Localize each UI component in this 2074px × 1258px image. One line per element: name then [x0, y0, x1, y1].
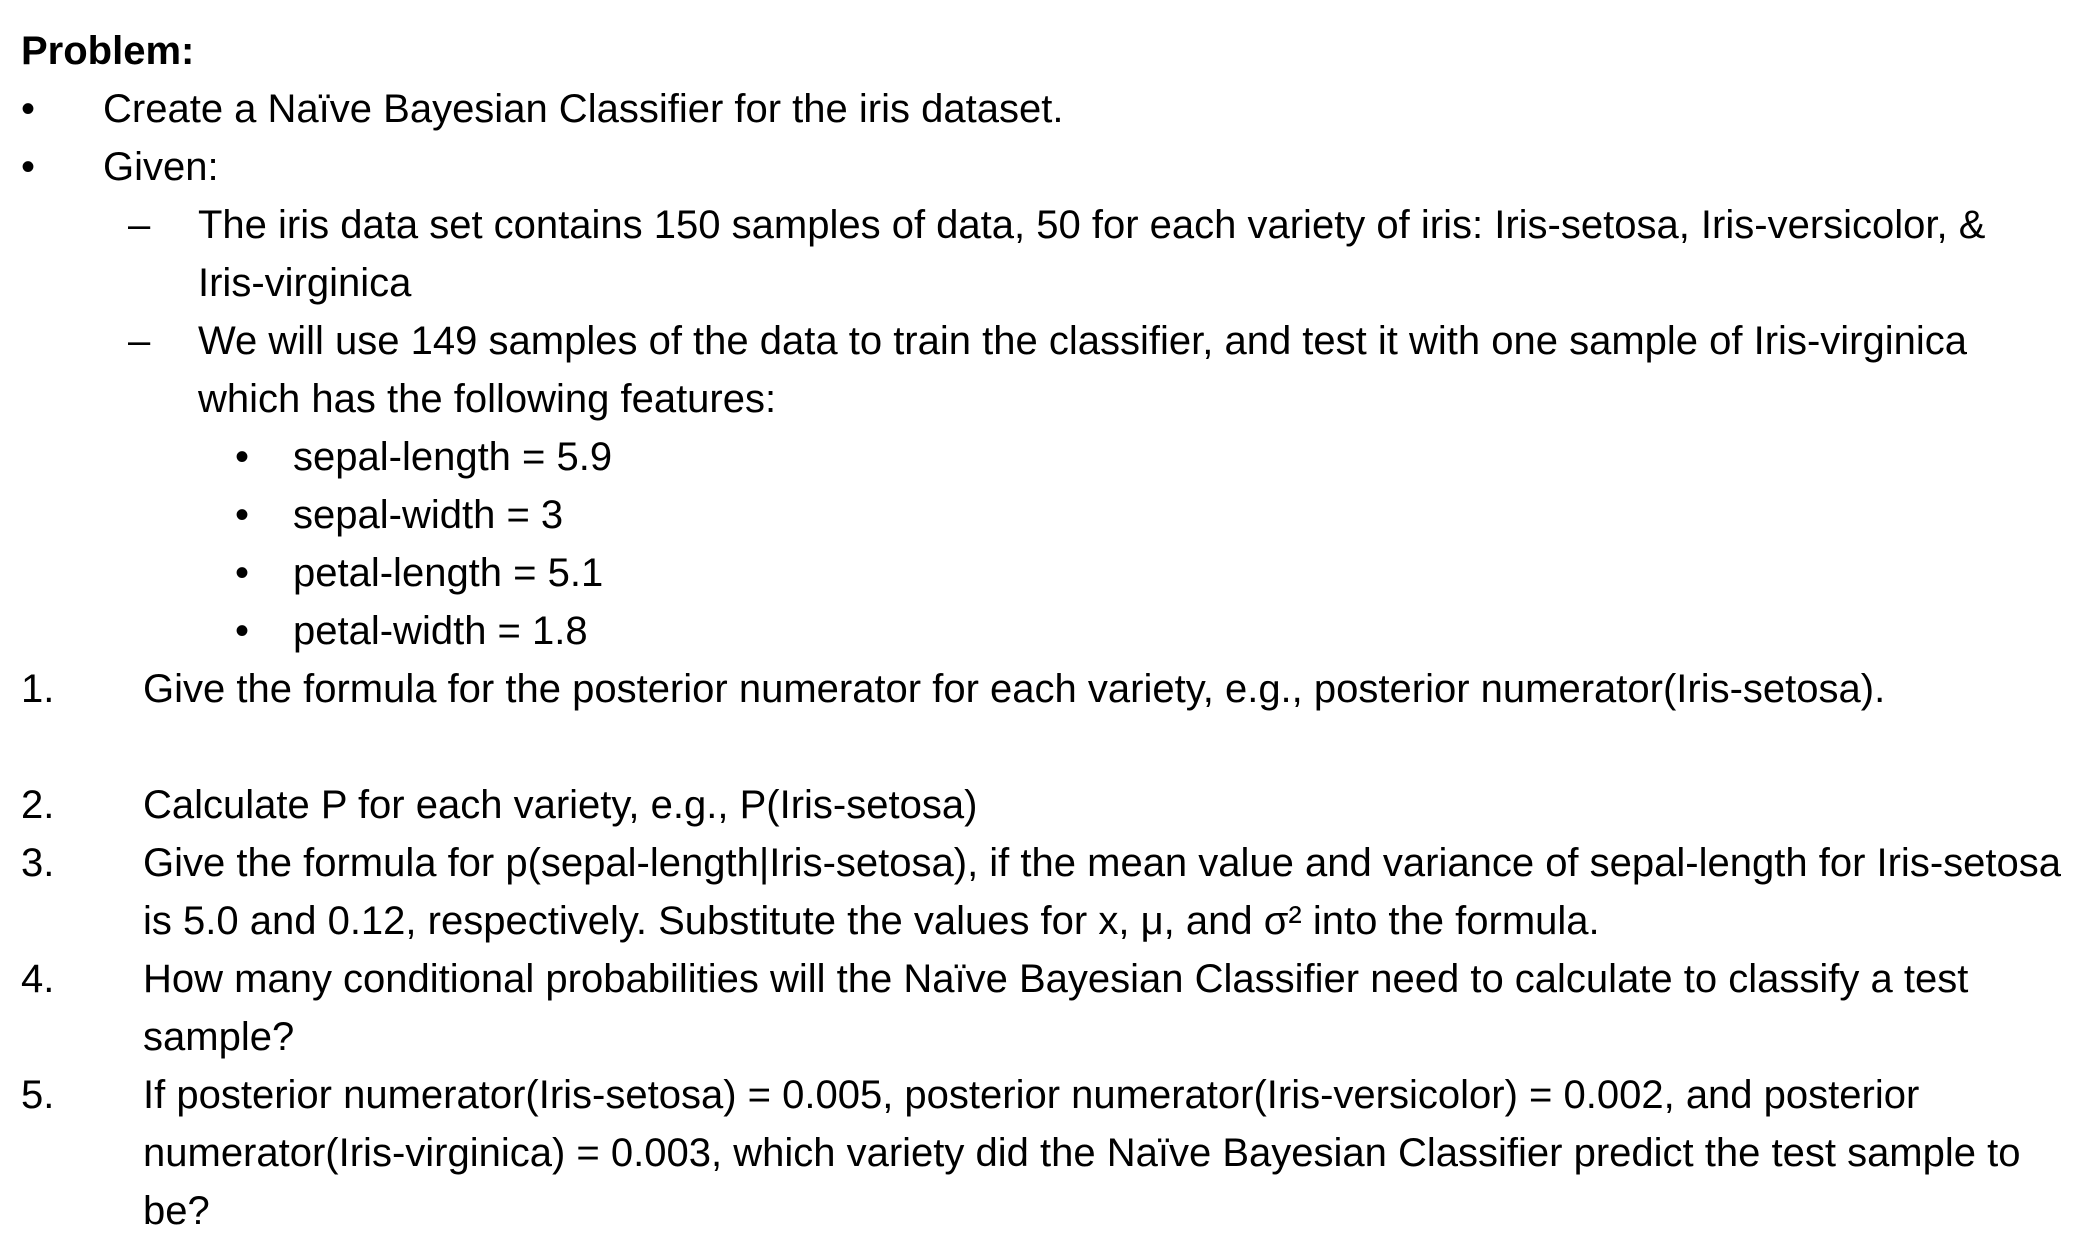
- question-text: Give the formula for p(sepal-length|Iris-setosa), if the mean value and variance of sepal-length for Iris-setosa is 5.0 and 0.12, respectively. Substitute the values for x, μ, and σ² into the formula.: [143, 841, 2061, 943]
- question-text: If posterior numerator(Iris-setosa) = 0.005, posterior numerator(Iris-versicolor) = 0.002, and posterior numerator(Iris-virginica) = 0.003, which variety did the Naïve Bayesian Classifier predict the test sample to be?: [143, 1073, 2021, 1233]
- bullet-text: Given:: [103, 145, 219, 189]
- question-text: Calculate P for each variety, e.g., P(Iris-setosa): [143, 783, 978, 827]
- question-text: How many conditional probabilities will the Naïve Bayesian Classifier need to calculate to classify a test sample?: [143, 957, 1969, 1059]
- bullet-marker: •: [235, 609, 250, 653]
- question-number: 2.: [21, 783, 55, 827]
- question-item: [21, 1066, 2066, 1240]
- feature-text: petal-width = 1.8: [293, 609, 588, 653]
- question-item: [21, 950, 2066, 1066]
- feature-item: [235, 428, 2035, 486]
- bullet-marker: •: [235, 493, 250, 537]
- feature-text: sepal-length = 5.9: [293, 435, 613, 479]
- feature-text: sepal-width = 3: [293, 493, 564, 537]
- bullet-marker: •: [235, 435, 250, 479]
- given-text: We will use 149 samples of the data to train the classifier, and test it with one sample of Iris-virginica which has the following features:: [198, 319, 1967, 421]
- bullet-item: [21, 80, 2051, 138]
- question-item: [21, 660, 2066, 718]
- problem-heading: Problem:: [21, 29, 195, 73]
- question-item: [21, 834, 2066, 950]
- feature-text: petal-length = 5.1: [293, 551, 604, 595]
- bullet-item: [21, 138, 2051, 196]
- dash-marker: –: [128, 319, 151, 363]
- bullet-marker: •: [21, 145, 36, 189]
- question-number: 1.: [21, 667, 55, 711]
- given-item: [128, 312, 2063, 428]
- question-number: 5.: [21, 1073, 55, 1117]
- question-number: 4.: [21, 957, 55, 1001]
- bullet-marker: •: [235, 551, 250, 595]
- dash-marker: –: [128, 203, 151, 247]
- bullet-marker: •: [21, 87, 36, 131]
- feature-item: [235, 544, 2035, 602]
- question-item: [21, 776, 2066, 834]
- feature-item: [235, 602, 2035, 660]
- given-text: The iris data set contains 150 samples of data, 50 for each variety of iris: Iris-setosa, Iris-versicolor, & Iris-virginica: [198, 203, 1986, 305]
- feature-item: [235, 486, 2035, 544]
- bullet-text: Create a Naïve Bayesian Classifier for the iris dataset.: [103, 87, 1064, 131]
- question-text: Give the formula for the posterior numerator for each variety, e.g., posterior numerator(Iris-setosa).: [143, 667, 1886, 711]
- given-item: [128, 196, 2063, 312]
- question-number: 3.: [21, 841, 55, 885]
